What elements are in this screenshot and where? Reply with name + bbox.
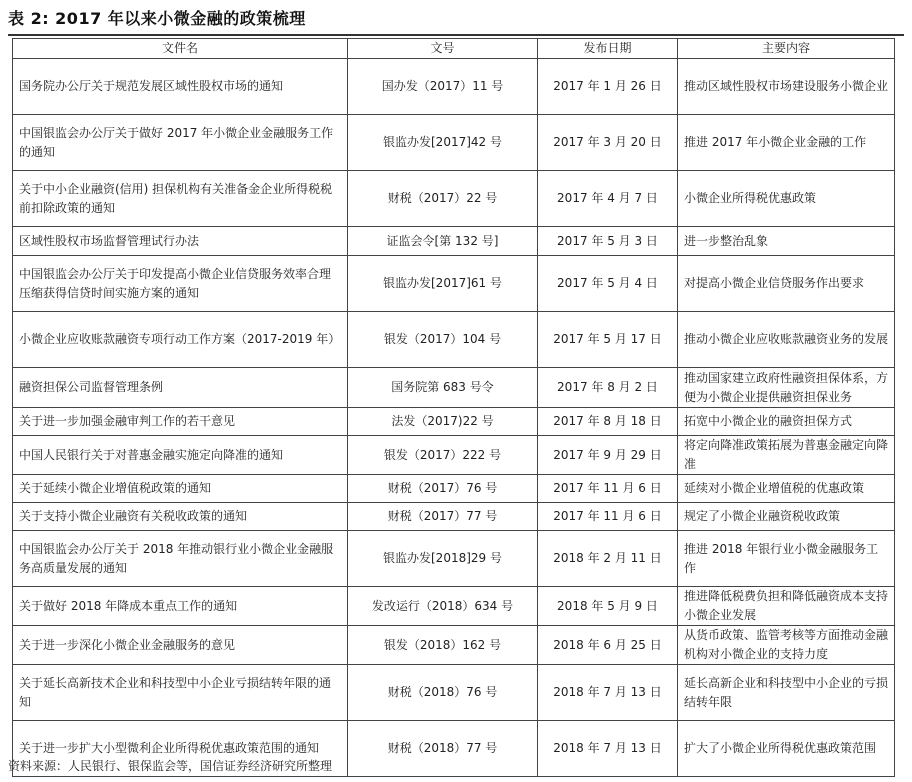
table-header-row [13, 39, 895, 59]
cell-release-date: 2017 年 8 月 2 日 [538, 368, 678, 408]
cell-main-content: 将定向降准政策拓展为普惠金融定向降准 [678, 436, 895, 475]
table-row [13, 408, 895, 436]
cell-document-number: 证监会令[第 132 号] [348, 227, 538, 256]
cell-document-number: 财税（2017）77 号 [348, 503, 538, 531]
cell-release-date: 2017 年 5 月 3 日 [538, 227, 678, 256]
cell-release-date: 2018 年 7 月 13 日 [538, 721, 678, 777]
cell-main-content: 推动小微企业应收账款融资业务的发展 [678, 312, 895, 368]
table-row [13, 59, 895, 115]
cell-release-date: 2018 年 5 月 9 日 [538, 587, 678, 626]
table-row [13, 626, 895, 665]
cell-release-date: 2017 年 5 月 17 日 [538, 312, 678, 368]
cell-release-date: 2018 年 7 月 13 日 [538, 665, 678, 721]
table-row [13, 587, 895, 626]
table-row [13, 368, 895, 408]
cell-release-date: 2017 年 11 月 6 日 [538, 475, 678, 503]
cell-release-date: 2017 年 1 月 26 日 [538, 59, 678, 115]
cell-document-number: 银监办发[2018]29 号 [348, 531, 538, 587]
table-row [13, 475, 895, 503]
cell-main-content: 拓宽中小微企业的融资担保方式 [678, 408, 895, 436]
cell-main-content: 小微企业所得税优惠政策 [678, 171, 895, 227]
cell-document-number: 银监办发[2017]61 号 [348, 256, 538, 312]
header-document-number: 文号 [348, 39, 538, 59]
cell-release-date: 2017 年 11 月 6 日 [538, 503, 678, 531]
cell-document-number: 国办发（2017）11 号 [348, 59, 538, 115]
cell-main-content: 推动国家建立政府性融资担保体系，方便为小微企业提供融资担保业务 [678, 368, 895, 408]
header-file-name: 文件名 [13, 39, 348, 59]
cell-release-date: 2018 年 6 月 25 日 [538, 626, 678, 665]
cell-document-number: 银发（2017）104 号 [348, 312, 538, 368]
cell-document-number: 银监办发[2017]42 号 [348, 115, 538, 171]
cell-main-content: 推进 2018 年银行业小微金融服务工作 [678, 531, 895, 587]
cell-file-name: 区域性股权市场监督管理试行办法 [13, 227, 348, 256]
cell-main-content: 推进降低税费负担和降低融资成本支持小微企业发展 [678, 587, 895, 626]
table-row [13, 665, 895, 721]
table-row [13, 531, 895, 587]
cell-main-content: 推进 2017 年小微企业金融的工作 [678, 115, 895, 171]
cell-file-name: 国务院办公厅关于规范发展区域性股权市场的通知 [13, 59, 348, 115]
cell-document-number: 财税（2018）77 号 [348, 721, 538, 777]
cell-document-number: 银发（2018）162 号 [348, 626, 538, 665]
cell-release-date: 2018 年 2 月 11 日 [538, 531, 678, 587]
cell-file-name: 关于进一步加强金融审判工作的若干意见 [13, 408, 348, 436]
cell-release-date: 2017 年 9 月 29 日 [538, 436, 678, 475]
cell-main-content: 从货币政策、监管考核等方面推动金融机构对小微企业的支持力度 [678, 626, 895, 665]
table-row [13, 227, 895, 256]
cell-file-name: 关于进一步深化小微企业金融服务的意见 [13, 626, 348, 665]
cell-file-name: 关于做好 2018 年降成本重点工作的通知 [13, 587, 348, 626]
cell-release-date: 2017 年 8 月 18 日 [538, 408, 678, 436]
table-row [13, 312, 895, 368]
cell-document-number: 法发（2017)22 号 [348, 408, 538, 436]
cell-file-name: 关于延续小微企业增值税政策的通知 [13, 475, 348, 503]
cell-file-name: 关于中小企业融资(信用) 担保机构有关准备金企业所得税税前扣除政策的通知 [13, 171, 348, 227]
cell-main-content: 延续对小微企业增值税的优惠政策 [678, 475, 895, 503]
header-release-date: 发布日期 [538, 39, 678, 59]
source-note: 资料来源：人民银行、银保监会等，国信证券经济研究所整理 [8, 759, 333, 773]
table-row [13, 503, 895, 531]
table-row [13, 256, 895, 312]
cell-file-name: 关于延长高新技术企业和科技型中小企业亏损结转年限的通知 [13, 665, 348, 721]
cell-file-name: 中国银监会办公厅关于印发提高小微企业信贷服务效率合理压缩获得信贷时间实施方案的通知 [13, 256, 348, 312]
cell-document-number: 银发（2017）222 号 [348, 436, 538, 475]
cell-document-number: 财税（2018）76 号 [348, 665, 538, 721]
cell-document-number: 财税（2017）76 号 [348, 475, 538, 503]
title-divider [8, 34, 904, 36]
cell-file-name: 中国银监会办公厅关于 2018 年推动银行业小微企业金融服务高质量发展的通知 [13, 531, 348, 587]
cell-document-number: 发改运行（2018）634 号 [348, 587, 538, 626]
cell-file-name: 融资担保公司监督管理条例 [13, 368, 348, 408]
cell-release-date: 2017 年 4 月 7 日 [538, 171, 678, 227]
cell-main-content: 推动区域性股权市场建设服务小微企业 [678, 59, 895, 115]
cell-release-date: 2017 年 3 月 20 日 [538, 115, 678, 171]
cell-release-date: 2017 年 5 月 4 日 [538, 256, 678, 312]
cell-file-name: 中国银监会办公厅关于做好 2017 年小微企业金融服务工作的通知 [13, 115, 348, 171]
cell-document-number: 国务院第 683 号令 [348, 368, 538, 408]
header-main-content: 主要内容 [678, 39, 895, 59]
cell-main-content: 进一步整治乱象 [678, 227, 895, 256]
page-title: 表 2: 2017 年以来小微金融的政策梳理 [8, 9, 306, 28]
cell-file-name: 小微企业应收账款融资专项行动工作方案（2017-2019 年） [13, 312, 348, 368]
table-row [13, 171, 895, 227]
cell-document-number: 财税（2017）22 号 [348, 171, 538, 227]
cell-file-name: 关于进一步扩大小型微利企业所得税优惠政策范围的通知 [13, 721, 348, 777]
cell-main-content: 延长高新企业和科技型中小企业的亏损结转年限 [678, 665, 895, 721]
cell-file-name: 中国人民银行关于对普惠金融实施定向降准的通知 [13, 436, 348, 475]
table-row [13, 436, 895, 475]
policy-table [12, 38, 895, 777]
cell-main-content: 扩大了小微企业所得税优惠政策范围 [678, 721, 895, 777]
cell-main-content: 规定了小微企业融资税收政策 [678, 503, 895, 531]
cell-file-name: 关于支持小微企业融资有关税收政策的通知 [13, 503, 348, 531]
cell-main-content: 对提高小微企业信贷服务作出要求 [678, 256, 895, 312]
table-row [13, 115, 895, 171]
